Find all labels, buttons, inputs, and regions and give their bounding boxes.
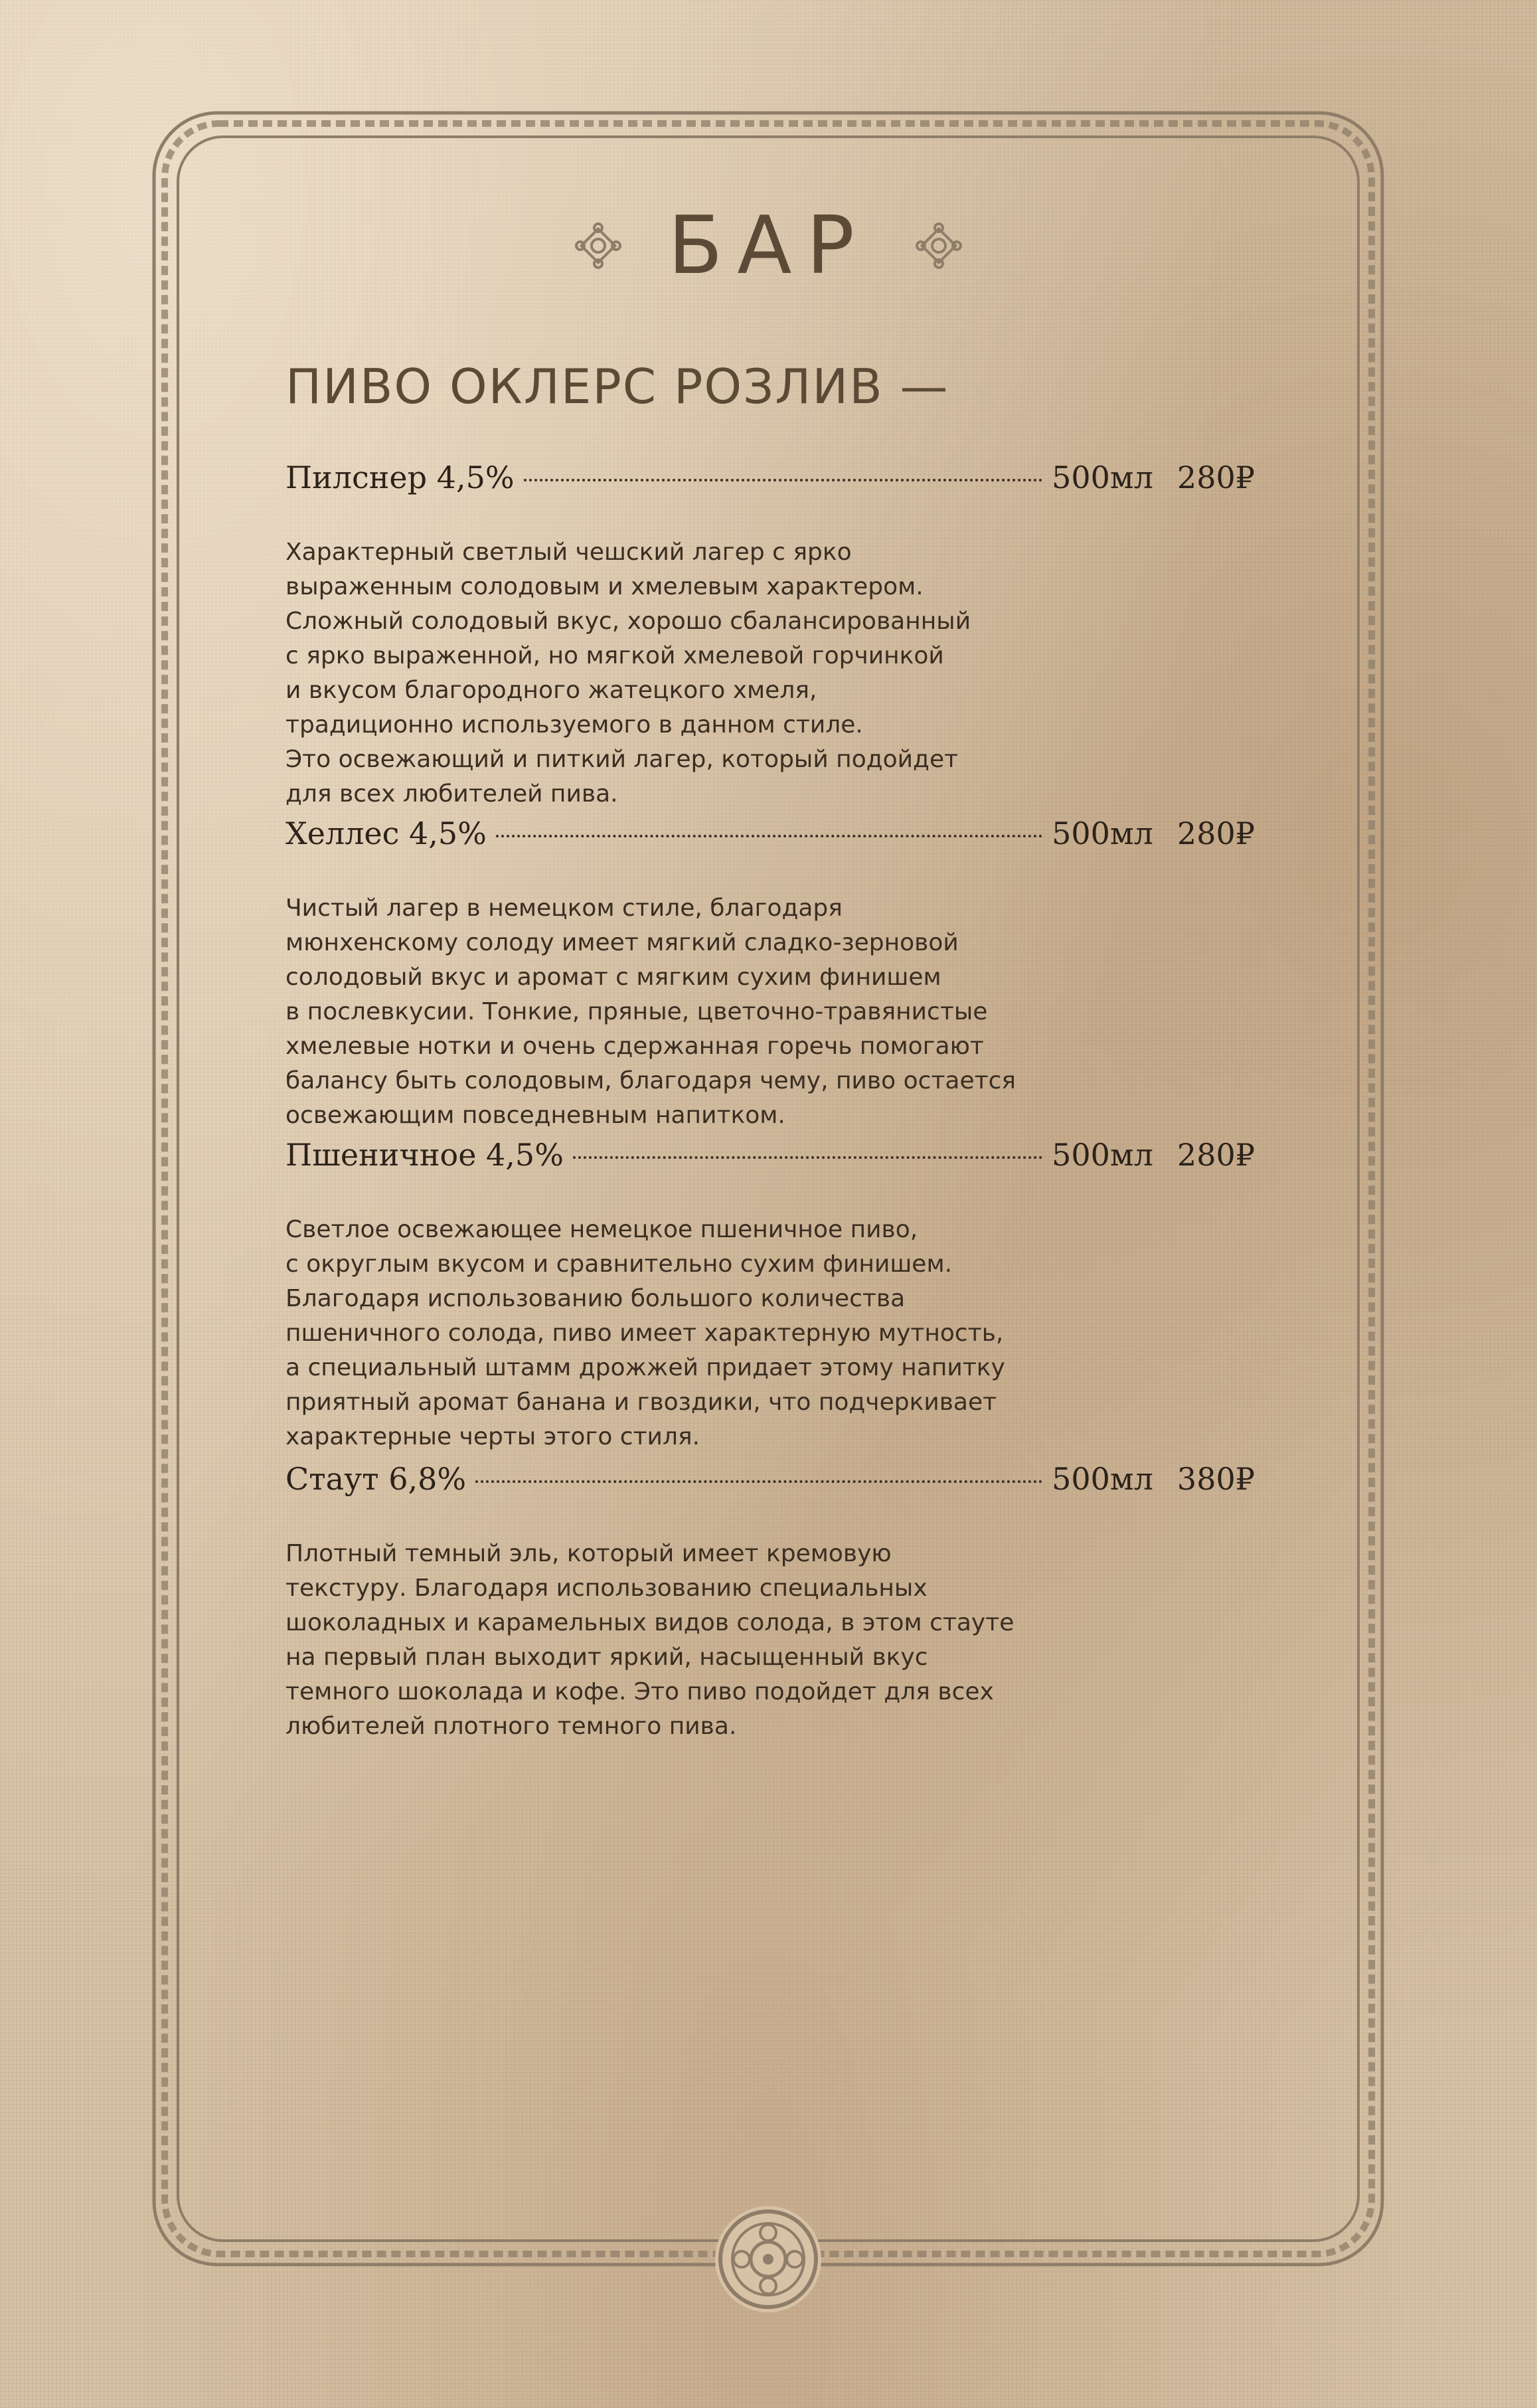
section-heading: ПИВО ОКЛЕРС РОЗЛИВ —: [285, 359, 949, 414]
item-description: Плотный темный эль, который имеет кремовую текстуру. Благодаря использованию специальных шоколадных и карамельных видов солода, в этом стауте на первый план выходит яркий, насыщенный вкус темного шоколада и кофе. Это пиво подойдет для всех любителей плотного темного пива.: [285, 1540, 1014, 1740]
circular-knot-icon: [715, 2206, 821, 2312]
celtic-knot-icon: [575, 222, 621, 269]
item-name: Стаут 6,8%: [285, 1461, 467, 1497]
item-description: Чистый лагер в немецком стиле, благодаря мюнхенскому солоду имеет мягкий сладко-зерновой солодовый вкус и аромат с мягким сухим финишем в послевкусии. Тонкие, пряные, цветочно-травянистые хмелевые нотки и очень сдержанная горечь помогают балансу быть солодовым, благодаря чему, пиво остается освежающим повседневным напитком.: [285, 895, 1016, 1129]
celtic-knot-icon: [916, 222, 962, 269]
item-name: Пшеничное 4,5%: [285, 1137, 564, 1173]
item-name: Пилснер 4,5%: [285, 460, 515, 495]
menu-item-row: [285, 816, 1255, 869]
item-volume: 500мл: [1052, 816, 1153, 851]
item-volume: 500мл: [1052, 460, 1153, 495]
dot-leader: [496, 835, 1042, 837]
menu-item-row: [285, 1461, 1255, 1514]
title-row: [0, 193, 1537, 299]
item-description: Светлое освежающее немецкое пшеничное пиво, с округлым вкусом и сравнительно сухим финишем. Благодаря использованию большого количества пшеничного солода, пиво имеет характерную мутность, а специальный штамм дрожжей придает этому напитку приятный аромат банана и гвоздики, что подчеркивает характерные черты этого стиля.: [285, 1216, 1005, 1450]
menu-item-row: [285, 460, 1255, 513]
item-description: Характерный светлый чешский лагер с ярко выраженным солодовым и хмелевым характером. Сложный солодовый вкус, хорошо сбалансированный с ярко выраженной, но мягкой хмелевой горчинкой и вкусом благородного жатецкого хмеля, традиционно используемого в данном стиле. Это освежающий и питкий лагер, который подойдет для всех любителей пива.: [285, 539, 971, 808]
dot-leader: [524, 479, 1043, 481]
item-price: 280₽: [1176, 1137, 1255, 1173]
item-price: 380₽: [1176, 1461, 1255, 1497]
dot-leader: [573, 1156, 1042, 1159]
item-price: 280₽: [1176, 460, 1255, 495]
item-volume: 500мл: [1052, 1461, 1153, 1497]
item-volume: 500мл: [1052, 1137, 1153, 1173]
page-title: БАР: [668, 199, 869, 292]
item-name: Хеллес 4,5%: [285, 816, 487, 851]
dot-leader: [475, 1480, 1042, 1483]
item-price: 280₽: [1176, 816, 1255, 851]
menu-item-row: [285, 1137, 1255, 1190]
